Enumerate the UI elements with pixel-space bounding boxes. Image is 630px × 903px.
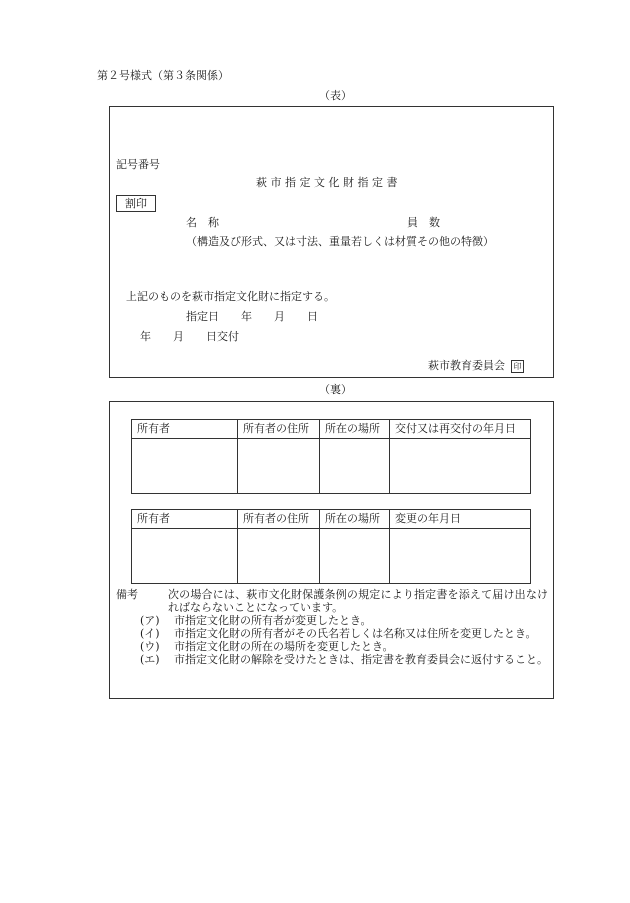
count-label: 員 数 — [407, 216, 440, 229]
change-table — [131, 509, 531, 584]
notes-section — [116, 588, 548, 666]
table-header-row — [132, 420, 531, 439]
header-owner-address: 所有者の住所 — [238, 420, 320, 439]
header-location: 所在の場所 — [320, 510, 390, 529]
cell-owner — [132, 439, 238, 494]
structure-label: （構造及び形式、又は寸法、重量若しくは材質その他の特徴） — [186, 235, 494, 248]
notes-label: 備考 — [116, 588, 138, 601]
designation-date: 指定日 年 月 日 — [186, 310, 318, 323]
seal-icon: 印 — [511, 360, 524, 373]
back-side-label: （裏） — [319, 383, 352, 396]
header-owner-address: 所有者の住所 — [238, 510, 320, 529]
form-id: 第２号様式（第３条関係） — [97, 69, 229, 82]
table-row — [132, 439, 531, 494]
item-text: 市指定文化財の所在の場所を変更したとき。 — [174, 640, 394, 653]
issue-date: 年 月 日交付 — [140, 330, 239, 343]
item-mark: (イ) — [140, 627, 160, 640]
name-label: 名 称 — [186, 216, 219, 229]
item-mark: (ア) — [140, 614, 160, 627]
front-side-label: （表） — [319, 89, 352, 102]
cell-issue-date — [390, 439, 531, 494]
split-seal-box: 割印 — [116, 195, 156, 212]
cell-owner-address — [238, 529, 320, 584]
header-change-date: 変更の年月日 — [390, 510, 531, 529]
header-owner: 所有者 — [132, 510, 238, 529]
issuer-name: 萩市教育委員会 — [428, 359, 505, 372]
certificate-title: 萩 市 指 定 文 化 財 指 定 書 — [256, 176, 398, 189]
header-location: 所在の場所 — [320, 420, 390, 439]
cell-owner — [132, 529, 238, 584]
issuance-table — [131, 419, 531, 494]
designation-statement: 上記のものを萩市指定文化財に指定する。 — [126, 290, 335, 303]
item-mark: (エ) — [140, 653, 160, 666]
list-item — [116, 627, 548, 640]
notes-intro-text: 次の場合には、萩市文化財保護条例の規定により指定書を添えて届け出なければならないことになっています。 — [168, 588, 548, 614]
item-mark: (ウ) — [140, 640, 160, 653]
header-issue-date: 交付又は再交付の年月日 — [390, 420, 531, 439]
table-row — [132, 529, 531, 584]
header-owner: 所有者 — [132, 420, 238, 439]
item-text: 市指定文化財の解除を受けたときは、指定書を教育委員会に返付すること。 — [174, 653, 548, 666]
table-header-row — [132, 510, 531, 529]
list-item — [116, 653, 548, 666]
cell-location — [320, 439, 390, 494]
cell-owner-address — [238, 439, 320, 494]
record-number-label: 記号番号 — [116, 158, 160, 171]
notes-intro — [116, 588, 548, 614]
item-text: 市指定文化財の所有者がその氏名若しくは名称又は住所を変更したとき。 — [174, 627, 537, 640]
issuer-line — [428, 359, 524, 373]
cell-change-date — [390, 529, 531, 584]
list-item — [116, 640, 548, 653]
item-text: 市指定文化財の所有者が変更したとき。 — [174, 614, 372, 627]
cell-location — [320, 529, 390, 584]
list-item — [116, 614, 548, 627]
